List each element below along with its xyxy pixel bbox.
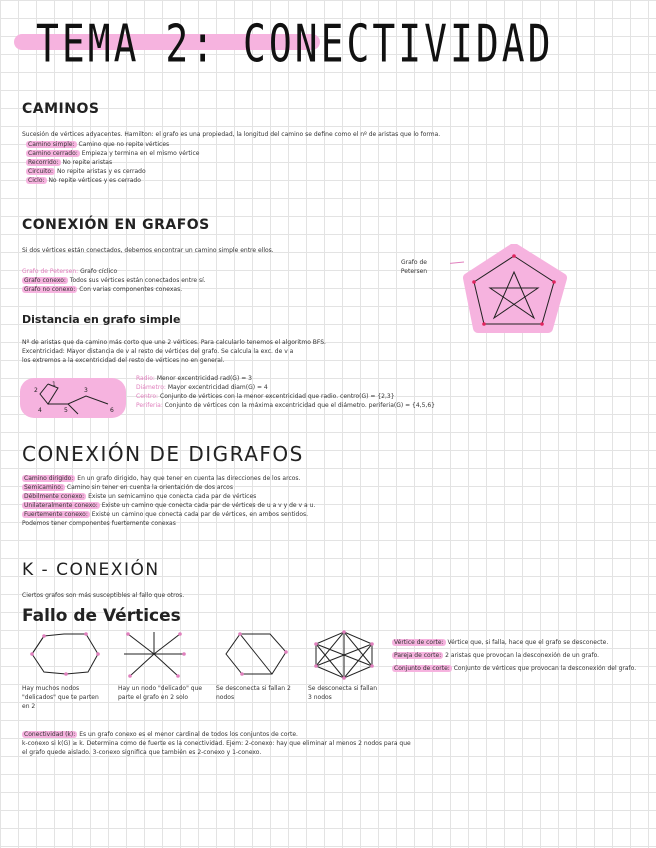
distancia-props — [136, 374, 435, 410]
fallo-graph-4 — [304, 626, 384, 682]
caption-graph-2: Hay un nodo "delicado" que parte el grafo en 2 solo — [118, 685, 203, 701]
list-item: Diámetro: Mayor excentricidad diam(G) = 4 — [136, 384, 268, 391]
subheading-distancia: Distancia en grafo simple — [22, 313, 181, 326]
list-item: Unilateralmente conexo: Existe un camino que conecta cada par de vértices de u a v y de v a u. — [24, 502, 316, 509]
list-item: Pareja de corte: 2 aristas que provocan la desconexión de un grafo. — [394, 652, 600, 659]
graph-label: 4 — [38, 407, 42, 414]
digrafos-list — [22, 474, 315, 528]
caption-graph-3: Se desconecta si fallan 2 nodos — [216, 685, 291, 701]
list-item: Camino dirigido: En un grafo dirigido, hay que tener en cuenta las direcciones de los arcos. — [24, 475, 301, 482]
digrafos-footer: Podemos tener componentes fuertemente conexas — [22, 520, 176, 527]
list-item: Débilmente conexo: Existe un semicamino que conecta cada par de vértices — [24, 493, 257, 500]
conectividad-block: Conectividad (k): Es un grafo conexo es el menor cardinal de todos los conjuntos de corte. k-conexo si k(G) ≥ k. Determina como de fuerte es la conectividad. Ejem: 2-conexo: hay que eliminar al menos 2 nodos para que el grafo quede aislado. 3-conexo significa que también es 2-conexo y 1-conexo. — [22, 731, 411, 756]
caption-graph-4: Se desconecta si fallan 3 nodos — [308, 685, 378, 701]
caminos-intro: Sucesión de vértices adyacentes. Hamilton: el grafo es una propiedad, la longitud del camino se define como el nº de aristas que lo forma. — [22, 131, 441, 138]
list-item: Circuito: No repite aristas y es cerrado — [28, 168, 146, 175]
graph-label: 6 — [110, 407, 114, 414]
distancia-graph-diagram — [28, 378, 124, 418]
conectividad-label: Conectividad (k): — [24, 731, 76, 738]
subheading-fallo-vertices: Fallo de Vértices — [22, 606, 181, 626]
section-heading-conexion-grafos: CONEXIÓN EN GRAFOS — [22, 217, 210, 233]
fallo-graph-3 — [214, 626, 298, 682]
section-heading-caminos: CAMINOS — [22, 101, 100, 117]
list-item: Ciclo: No repite vértices y es cerrado — [28, 177, 141, 184]
list-item: Radio: Menor excentricidad rad(G) = 3 — [136, 375, 252, 382]
caminos-list — [26, 140, 199, 185]
graph-label: 5 — [64, 407, 68, 414]
list-item: Semicamino: Camino sin tener en cuenta la orientación de dos arcos — [24, 484, 233, 491]
caption-graph-1: Hay muchos nodos "delicados" que te parten en 2 — [22, 685, 99, 710]
fallo-graph-1 — [24, 626, 106, 680]
list-item: Camino simple: Camino que no repite vértices — [28, 141, 170, 148]
list-item: Vértice de corte: Vértice que, si falla, hace que el grafo se desconecte. — [394, 639, 609, 646]
list-item: Fuertemente conexo: Existe un camino que conecta cada par de vértices, en ambos sentidos. — [24, 511, 309, 518]
list-item: Conjunto de corte: Conjunto de vértices que provocan la desconexión del grafo. — [394, 665, 637, 672]
conexion-list — [22, 267, 206, 294]
page-title: TEMA 2: CONECTIVIDAD — [36, 14, 554, 74]
list-item: Periferia: Conjunto de vértices con la máxima excentricidad que el diámetro. periferia(G) = {4,5,6} — [136, 402, 435, 409]
graph-label: 1 — [52, 381, 56, 388]
section-heading-k-conexion: K - CONEXIÓN — [22, 560, 160, 580]
list-item: Grafo conexo: Todos sus vértices están conectados entre sí. — [24, 277, 206, 284]
list-item: Centro: Conjunto de vértices con la menor excentricidad que radio. centro(G) = {2,3} — [136, 393, 395, 400]
section-heading-digrafos: CONEXIÓN DE DIGRAFOS — [22, 442, 304, 466]
distancia-text: Nº de aristas que da camino más corto que une 2 vértices. Para calcularlo tenemos el algoritmo BFS. Excentricidad: Mayor distancia de v al resto de vértices del grafo. Se calcula la exc. de v a los extremos a la excentricidad del resto de vértices no en general. — [22, 339, 326, 364]
list-item: Recorrido: No repite aristas — [28, 159, 113, 166]
graph-label: 3 — [84, 387, 88, 394]
fallo-graph-2 — [116, 626, 192, 682]
graph-label: 2 — [34, 387, 38, 394]
k-conexion-intro: Ciertos grafos son más susceptibles al fallo que otros. — [22, 592, 185, 599]
list-item: Camino cerrado: Empieza y termina en el mismo vértice — [28, 150, 200, 157]
petersen-graph-diagram — [450, 244, 570, 336]
conexion-intro: Si dos vértices están conectados, debemos encontrar un camino simple entre ellos. — [22, 247, 274, 254]
corte-definitions — [392, 638, 642, 673]
petersen-label: Grafo de Petersen — [400, 259, 428, 275]
list-item: Grafo de Petersen: Grafo cíclico — [22, 268, 118, 275]
list-item: Grafo no conexo: Con varias componentes conexas. — [24, 286, 183, 293]
